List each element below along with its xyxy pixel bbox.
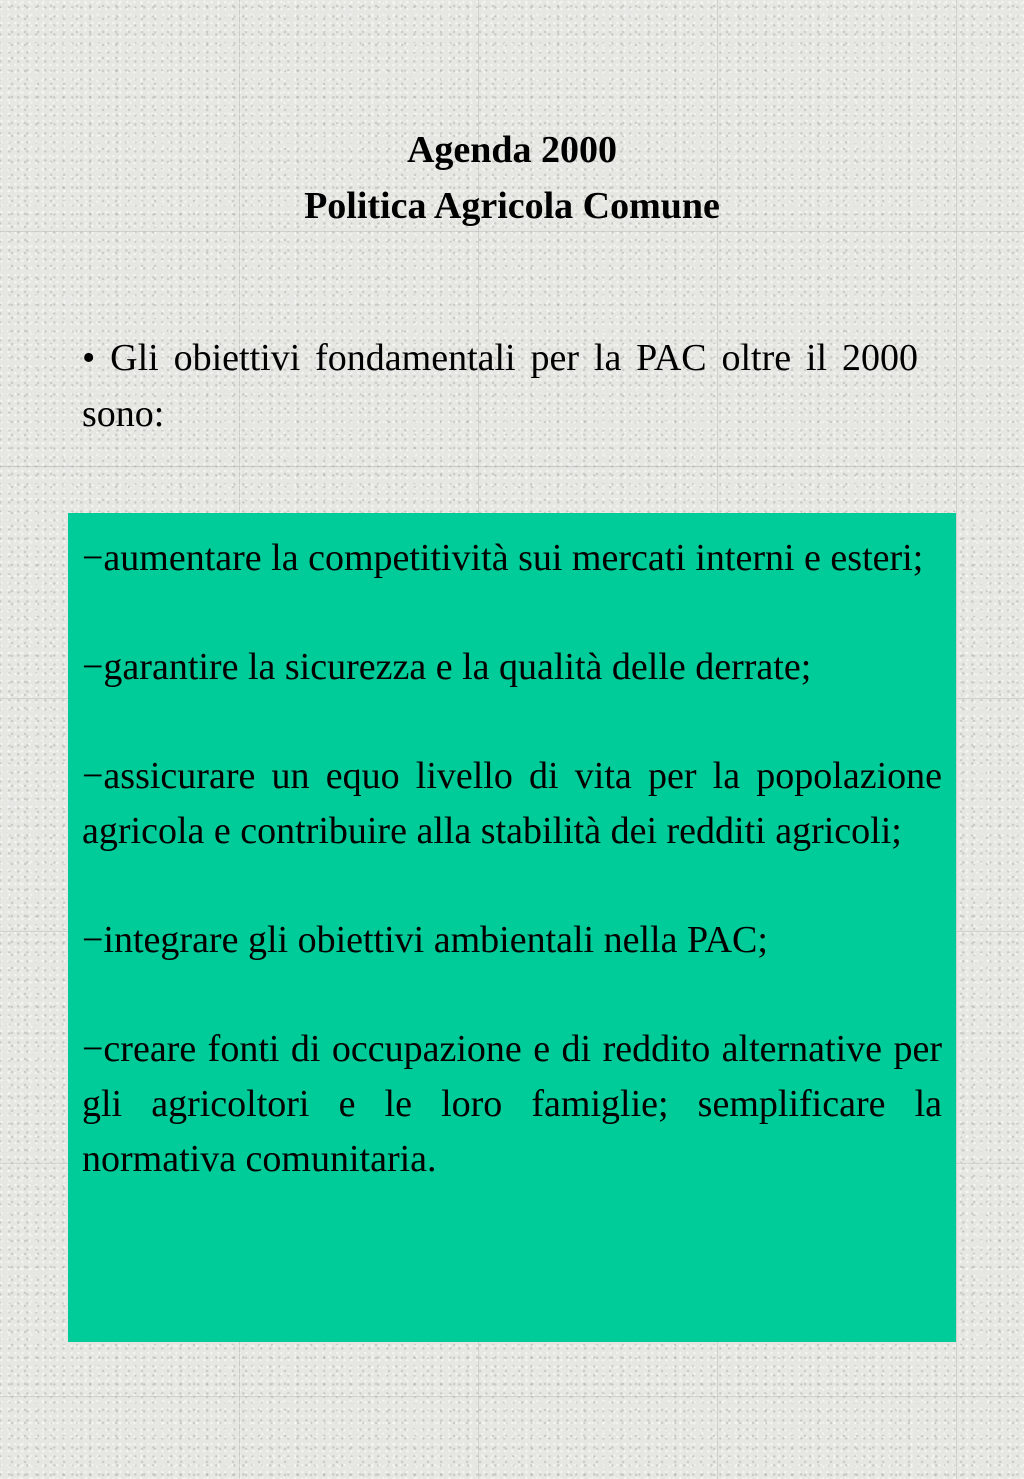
- title-line-pac: Politica Agricola Comune: [304, 185, 720, 227]
- objective-item-competitiveness: −aumentare la competitività sui mercati interni e esteri;: [82, 537, 924, 579]
- objective-item-environment: −integrare gli obiettivi ambientali nella PAC;: [82, 919, 768, 961]
- intro-paragraph: • Gli obiettivi fondamentali per la PAC oltre il 2000 sono:: [82, 337, 918, 435]
- objective-item-food-safety: −garantire la sicurezza e la qualità delle derrate;: [82, 646, 812, 688]
- title-line-agenda: Agenda 2000: [406, 129, 618, 171]
- page-title: [0, 122, 1024, 234]
- background-seam: [0, 1396, 1024, 1397]
- background-seam: [0, 466, 1024, 467]
- objectives-box: [68, 513, 956, 1342]
- objective-item-employment: −creare fonti di occupazione e di reddito alternative per gli agricoltori e le loro famiglie; semplificare la normativa comunitaria.: [82, 1028, 942, 1180]
- objective-item-living-standard: −assicurare un equo livello di vita per la popolazione agricola e contribuire alla stabilità dei redditi agricoli;: [82, 755, 942, 852]
